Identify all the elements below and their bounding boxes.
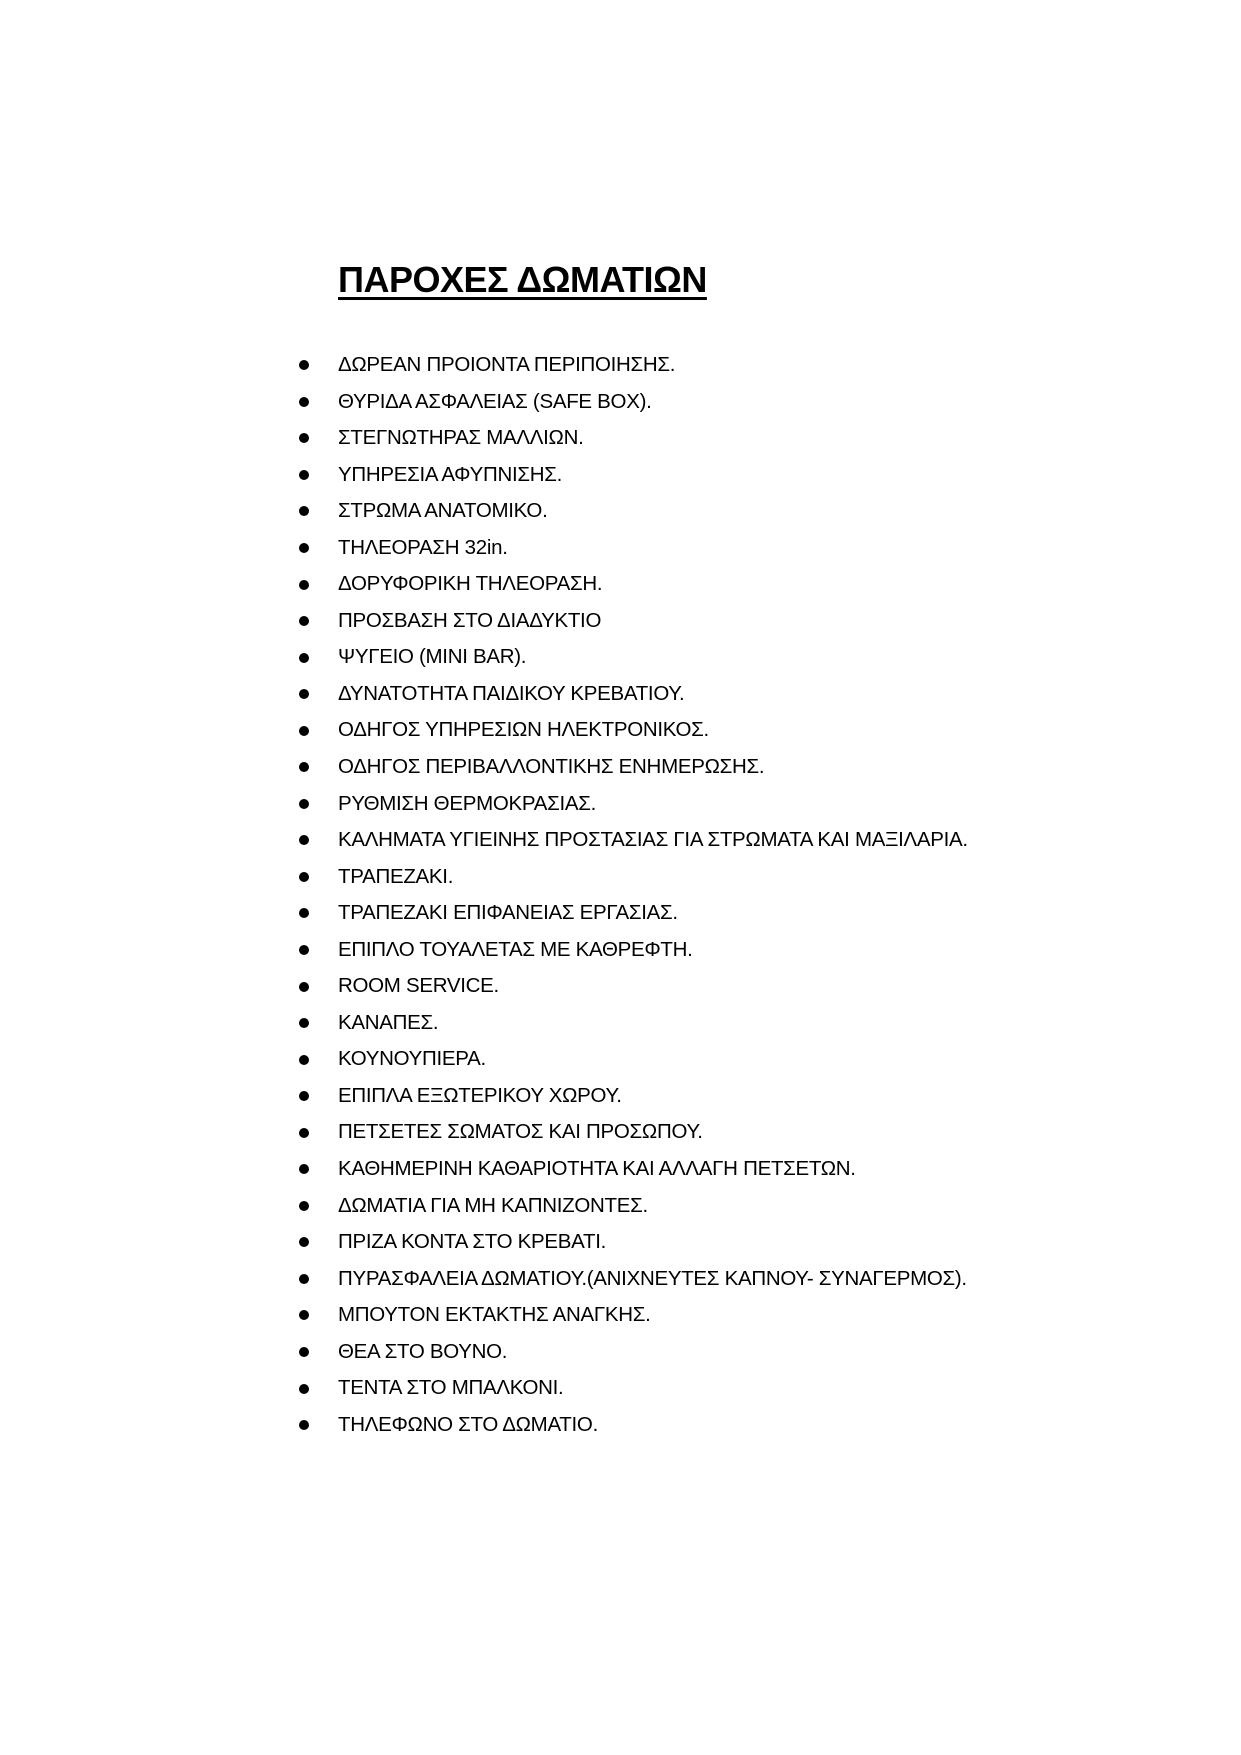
list-item-text: ΔΥΝΑΤΟΤΗΤΑ ΠΑΙΔΙΚΟΥ ΚΡΕΒΑΤΙΟΥ. [338, 681, 685, 705]
list-item-text: ΠΕΤΣΕΤΕΣ ΣΩΜΑΤΟΣ ΚΑΙ ΠΡΟΣΩΠΟΥ. [338, 1120, 703, 1144]
list-item [0, 420, 1241, 457]
list-item-text: ΚΑΝΑΠΕΣ. [338, 1010, 439, 1034]
bullet-icon [299, 433, 309, 443]
list-item-text: ΘΕΑ ΣΤΟ ΒΟΥΝΟ. [338, 1339, 508, 1363]
bullet-icon [299, 360, 309, 370]
list-item [0, 1407, 1241, 1444]
list-item [0, 493, 1241, 530]
bullet-icon [299, 908, 309, 918]
list-item-text: ΤΕΝΤΑ ΣΤΟ ΜΠΑΛΚΟΝΙ. [338, 1376, 564, 1400]
list-item [0, 1261, 1241, 1298]
bullet-icon [299, 653, 309, 663]
list-item [0, 1297, 1241, 1334]
list-item-text: ΤΗΛΕΦΩΝΟ ΣΤΟ ΔΩΜΑΤΙΟ. [338, 1412, 598, 1436]
bullet-icon [299, 616, 309, 626]
list-item-text: ΟΔΗΓΟΣ ΥΠΗΡΕΣΙΩΝ ΗΛΕΚΤΡΟΝΙΚΟΣ. [338, 718, 709, 742]
bullet-icon [299, 835, 309, 845]
list-item [0, 566, 1241, 603]
list-item-text: ΣΤΡΩΜΑ ΑΝΑΤΟΜΙΚΟ. [338, 499, 548, 523]
list-item-text: ΤΡΑΠΕΖΑΚΙ ΕΠΙΦΑΝΕΙΑΣ ΕΡΓΑΣΙΑΣ. [338, 901, 678, 925]
list-item [0, 1041, 1241, 1078]
list-item-text: ΨΥΓΕΙΟ (MINI BAR). [338, 645, 527, 669]
bullet-icon [299, 1164, 309, 1174]
bullet-icon [299, 1237, 309, 1247]
list-item [0, 932, 1241, 969]
bullet-icon [299, 726, 309, 736]
page-title: ΠΑΡΟΧΕΣ ΔΩΜΑΤΙΩΝ [338, 259, 707, 300]
list-item [0, 1151, 1241, 1188]
bullet-icon [299, 1055, 309, 1065]
list-item [0, 1224, 1241, 1261]
list-item [0, 749, 1241, 786]
bullet-icon [299, 799, 309, 809]
bullet-icon [299, 580, 309, 590]
bullet-icon [299, 1274, 309, 1284]
list-item-text: ROOM SERVICE. [338, 974, 499, 998]
list-item [0, 347, 1241, 384]
list-item-text: ΚΑΛΗΜΑΤΑ ΥΓΙΕΙΝΗΣ ΠΡΟΣΤΑΣΙΑΣ ΓΙΑ ΣΤΡΩΜΑΤΑ ΚΑΙ ΜΑΞΙΛΑΡΙΑ. [338, 828, 968, 852]
bullet-icon [299, 1201, 309, 1211]
list-item [0, 968, 1241, 1005]
list-item-text: ΕΠΙΠΛΑ ΕΞΩΤΕΡΙΚΟΥ ΧΩΡΟΥ. [338, 1083, 622, 1107]
bullet-icon [299, 1091, 309, 1101]
bullet-icon [299, 1384, 309, 1394]
list-item [0, 639, 1241, 676]
list-item [0, 895, 1241, 932]
list-item-text: ΘΥΡΙΔΑ ΑΣΦΑΛΕΙΑΣ (SAFE BOX). [338, 389, 652, 413]
list-item-text: ΚΑΘΗΜΕΡΙΝΗ ΚΑΘΑΡΙΟΤΗΤΑ ΚΑΙ ΑΛΛΑΓΗ ΠΕΤΣΕΤΩΝ. [338, 1157, 856, 1181]
bullet-icon [299, 1420, 309, 1430]
list-item [0, 1114, 1241, 1151]
list-item [0, 1078, 1241, 1115]
list-item-text: ΟΔΗΓΟΣ ΠΕΡΙΒΑΛΛΟΝΤΙΚΗΣ ΕΝΗΜΕΡΩΣΗΣ. [338, 755, 765, 779]
list-item-text: ΔΟΡΥΦΟΡΙΚΗ ΤΗΛΕΟΡΑΣΗ. [338, 572, 603, 596]
list-item-text: ΣΤΕΓΝΩΤΗΡΑΣ ΜΑΛΛΙΩΝ. [338, 426, 584, 450]
list-item-text: ΥΠΗΡΕΣΙΑ ΑΦΥΠΝΙΣΗΣ. [338, 462, 563, 486]
list-item [0, 530, 1241, 567]
list-item [0, 712, 1241, 749]
bullet-icon [299, 470, 309, 480]
list-item [0, 786, 1241, 823]
bullet-icon [299, 543, 309, 553]
amenities-list [0, 347, 1241, 1443]
list-item-text: ΠΡΙΖΑ ΚΟΝΤΑ ΣΤΟ ΚΡΕΒΑΤΙ. [338, 1230, 606, 1254]
list-item [0, 676, 1241, 713]
bullet-icon [299, 397, 309, 407]
list-item [0, 859, 1241, 896]
list-item [0, 1334, 1241, 1371]
list-item [0, 1005, 1241, 1042]
list-item-text: ΕΠΙΠΛΟ ΤΟΥΑΛΕΤΑΣ ΜΕ ΚΑΘΡΕΦΤΗ. [338, 937, 693, 961]
bullet-icon [299, 872, 309, 882]
list-item-text: ΜΠΟΥΤΟΝ ΕΚΤΑΚΤΗΣ ΑΝΑΓΚΗΣ. [338, 1303, 651, 1327]
bullet-icon [299, 1310, 309, 1320]
bullet-icon [299, 689, 309, 699]
bullet-icon [299, 1347, 309, 1357]
bullet-icon [299, 506, 309, 516]
list-item [0, 384, 1241, 421]
bullet-icon [299, 945, 309, 955]
list-item-text: ΤΗΛΕΟΡΑΣΗ 32in. [338, 535, 508, 559]
list-item [0, 457, 1241, 494]
list-item-text: ΤΡΑΠΕΖΑΚΙ. [338, 864, 454, 888]
list-item [0, 1188, 1241, 1225]
list-item-text: ΡΥΘΜΙΣΗ ΘΕΡΜΟΚΡΑΣΙΑΣ. [338, 791, 597, 815]
list-item-text: ΔΩΜΑΤΙΑ ΓΙΑ ΜΗ ΚΑΠΝΙΖΟΝΤΕΣ. [338, 1193, 648, 1217]
list-item-text: ΚΟΥΝΟΥΠΙΕΡΑ. [338, 1047, 486, 1071]
list-item [0, 1370, 1241, 1407]
bullet-icon [299, 1128, 309, 1138]
bullet-icon [299, 982, 309, 992]
list-item-text: ΠΥΡΑΣΦΑΛΕΙΑ ΔΩΜΑΤΙΟΥ.(ΑΝΙΧΝΕΥΤΕΣ ΚΑΠΝΟΥ- ΣΥΝΑΓΕΡΜΟΣ). [338, 1266, 967, 1290]
list-item [0, 822, 1241, 859]
list-item-text: ΔΩΡΕΑΝ ΠΡΟΙΟΝΤΑ ΠΕΡΙΠΟΙΗΣΗΣ. [338, 353, 676, 376]
list-item [0, 603, 1241, 640]
list-item-text: ΠΡΟΣΒΑΣΗ ΣΤΟ ΔΙΑΔΥΚΤΙΟ [338, 608, 602, 632]
bullet-icon [299, 762, 309, 772]
bullet-icon [299, 1018, 309, 1028]
